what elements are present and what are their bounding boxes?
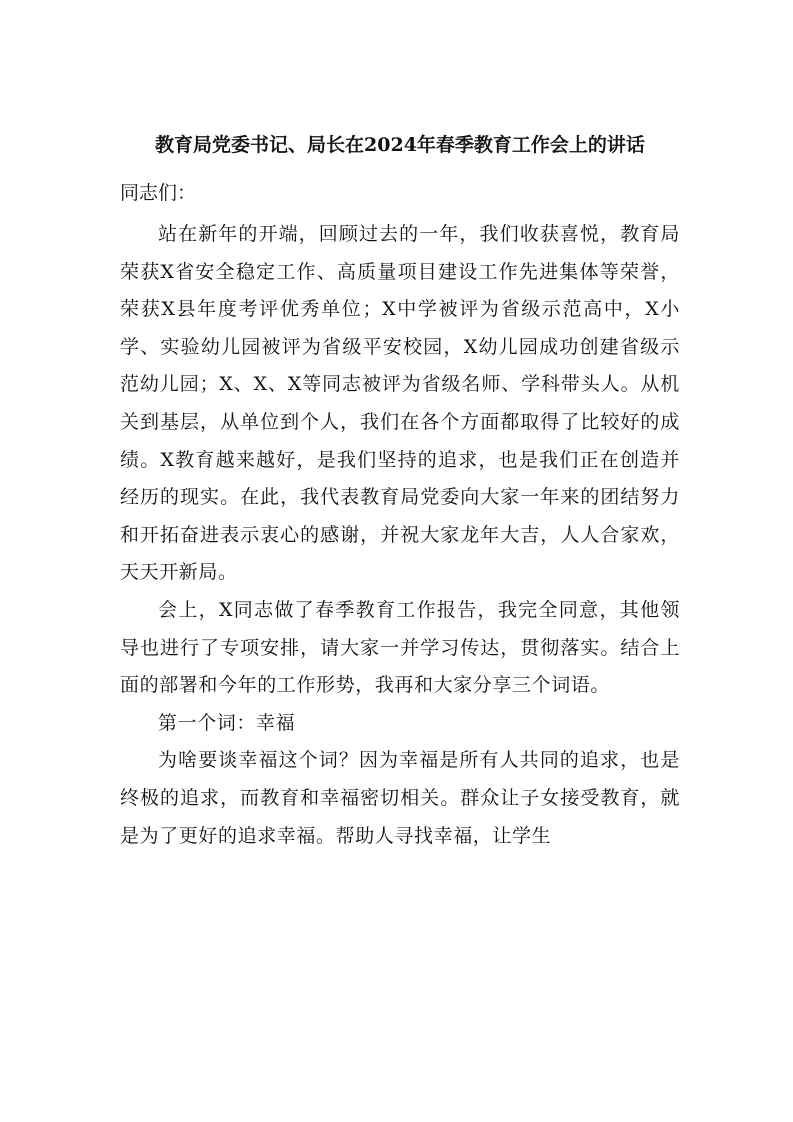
section-heading: 第一个词：幸福 <box>158 711 296 734</box>
paragraph-meeting: 会上，X同志做了春季教育工作报告，我完全同意，其他领导也进行了专项安排，请大家一并学习传达，贯彻落实。结合上面的部署和今年的工作形势，我再和大家分享三个词语。 <box>120 598 680 697</box>
paragraph-opening: 站在新年的开端，回顾过去的一年，我们收获喜悦，教育局荣获X省安全稳定工作、高质量项目建设工作先进集体等荣誉，荣获X县年度考评优秀单位；X中学被评为省级示范高中，X小学、实验幼儿园被评为省级平安校园，X幼儿园成功创建省级示范幼儿园；X、X、X等同志被评为省级名师、学科带头人。从机关到基层，从单位到个人，我们在各个方面都取得了比较好的成绩。X教育越来越好，是我们坚持的追求，也是我们正在创造并经历的现实。在此，我代表教育局党委向大家一年来的团结努力和开拓奋进表示衷心的感谢，并祝大家龙年大吉，人人合家欢，天天开新局。 <box>120 223 680 584</box>
paragraph-section-one: 为啥要谈幸福这个词？因为幸福是所有人共同的追求，也是终极的追求，而教育和幸福密切相关。群众让子女接受教育，就是为了更好的追求幸福。帮助人寻找幸福，让学生 <box>120 749 680 847</box>
document-page <box>120 128 680 855</box>
salutation: 同志们： <box>120 182 197 204</box>
document-title: 教育局党委书记、局长在2024年春季教育工作会上的讲话 <box>155 134 645 156</box>
